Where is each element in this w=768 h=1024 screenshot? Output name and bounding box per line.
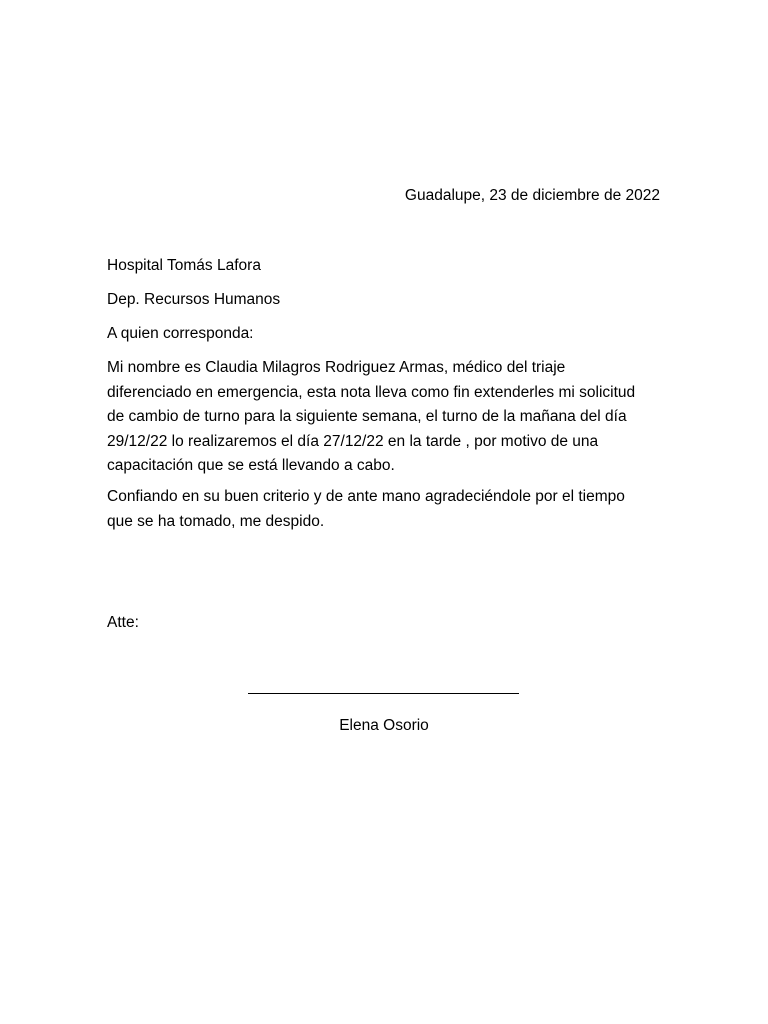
paragraph-line: Confiando en su buen criterio y de ante mano agradeciéndole por el tiempo — [107, 488, 625, 505]
paragraph-line: capacitación que se está llevando a cabo. — [107, 457, 395, 474]
closing: Atte: — [107, 614, 139, 631]
body-paragraph-1 — [107, 356, 667, 479]
paragraph-line: que se ha tomado, me despido. — [107, 512, 325, 530]
recipient-organization: Hospital Tomás Lafora — [107, 257, 261, 274]
body-paragraph-2 — [107, 485, 667, 534]
salutation: A quien corresponda: — [107, 325, 254, 342]
signature-line — [248, 693, 519, 694]
signature-name: Elena Osorio — [339, 717, 429, 734]
paragraph-line: 29/12/22 lo realizaremos el día 27/12/22 en la tarde , por motivo de una — [107, 432, 599, 450]
paragraph-line: Mi nombre es Claudia Milagros Rodriguez Armas, médico del triaje — [107, 359, 566, 376]
paragraph-line: de cambio de turno para la siguiente semana, el turno de la mañana del día — [107, 408, 627, 425]
date-line: Guadalupe, 23 de diciembre de 2022 — [404, 187, 660, 204]
recipient-department: Dep. Recursos Humanos — [107, 291, 281, 308]
paragraph-line: diferenciado en emergencia, esta nota lleva como fin extenderles mi solicitud — [107, 383, 636, 401]
